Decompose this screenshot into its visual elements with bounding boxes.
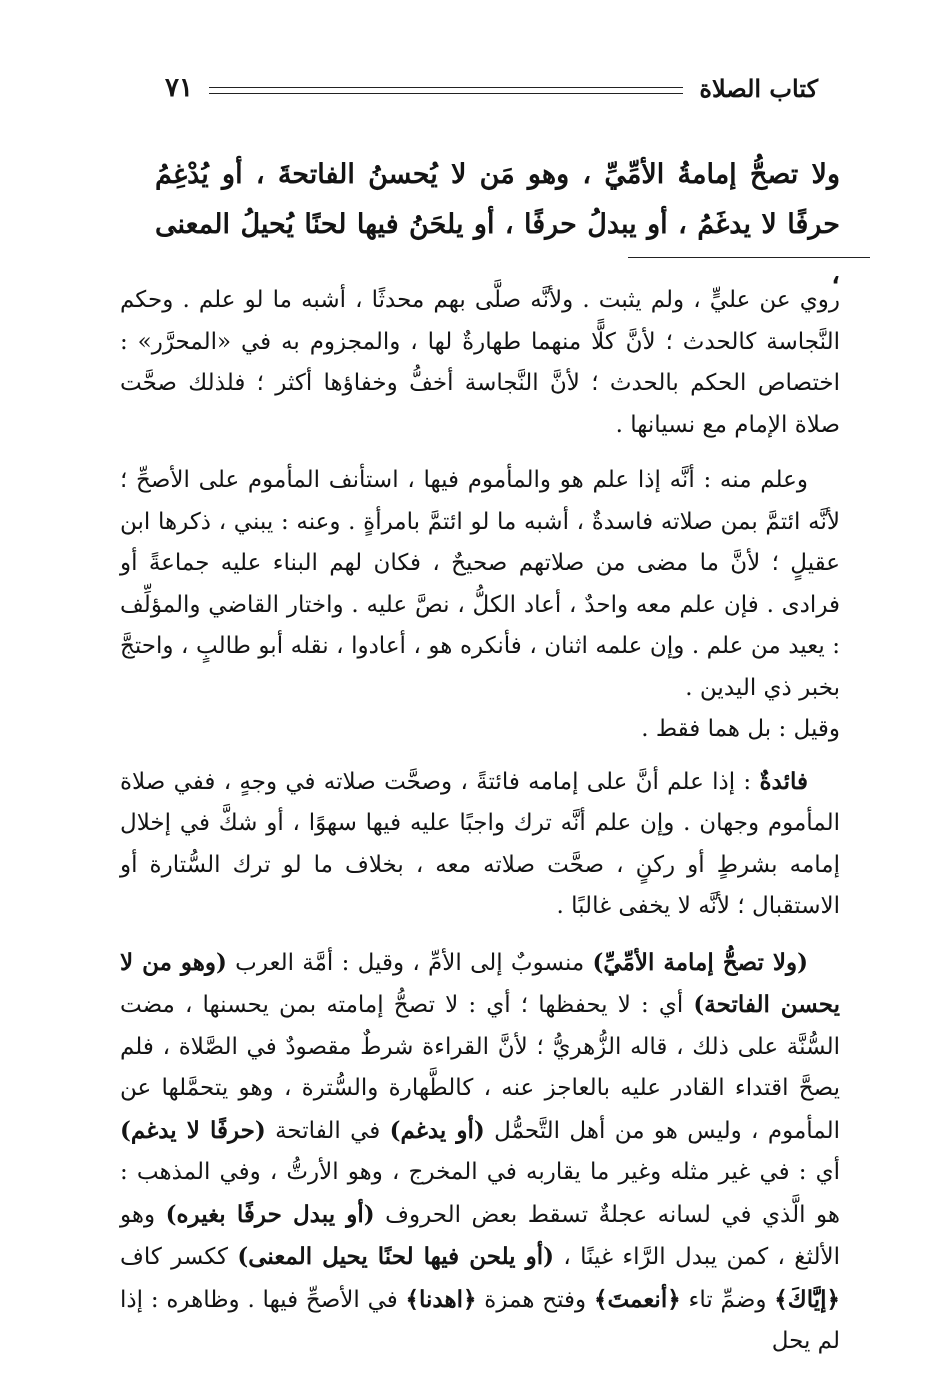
matn-quote-2: (وهو من لا يحسن الفاتحة): [120, 948, 840, 1018]
commentary-text-1: منسوبٌ إلى الأمِّ ، وقيل : أمَّة العرب: [226, 949, 593, 976]
commentary-text-5: وهو الألثغ ، كمن يبدل الرَّاء غينًا ،: [120, 1201, 840, 1270]
header-rule: [209, 87, 683, 94]
matn-quote-4: (حرفًا لا يدغم): [120, 1116, 266, 1144]
faida-text: : إذا علم أنَّ على إمامه فائتةً ، وصحَّت صلاته في وجهٍ ، ففي صلاة المأموم وجهان . وإن علم أنَّه ترك واجبًا عليه فيها سهوًا ، أو شكَّ في إخلال إمامه بشرطٍ أو ركنٍ ، صحَّت صلاته معه ، بخلاف ما لو ترك السُّتارة أو الاستقبال ؛ لأنَّه لا يخفى غالبًا .: [120, 768, 840, 919]
commentary: [120, 280, 840, 1377]
quran-word-anamta: ﴿أنعمتَ﴾: [593, 1285, 681, 1313]
commentary-text-6: ككسر كاف: [120, 1244, 238, 1270]
commentary-paragraph-3: [120, 761, 840, 928]
matn-separator-rule: [628, 257, 870, 258]
commentary-text-2: أي : لا يحفظها ؛ أي : لا تصحُّ إمامته بمن يحسنها ، مضت السُّنَّة على ذلك ، قاله الزُّهريُّ ؛ لأنَّ القراءة شرطٌ مقصودٌ في الصَّلاة ، فلم يصحَّ اقتداء القادر عليه بالعاجز عنه ، كالطَّهارة والسُّترة ، وهو يتحمَّلها عن المأموم ، وليس هو من أهل التَّحمُّل: [120, 992, 840, 1144]
faida-label: فائدةٌ: [759, 767, 808, 795]
paragraph-2-last-line: وقيل : بل هما فقط .: [641, 716, 840, 742]
quran-word-ihdina: ﴿اهدنا﴾: [405, 1285, 477, 1313]
page-header: [165, 68, 818, 108]
commentary-text-7: وضمِّ تاء: [680, 1286, 775, 1313]
matn-quote-5: (أو يبدل حرفًا بغيره): [165, 1200, 375, 1228]
paragraph-2-body: وعلم منه : أنَّه إذا علم هو والمأموم فيها ، استأنف المأموم على الأصحِّ ؛ لأنَّه ائتمَّ بمن صلاته فاسدةٌ ، أشبه ما لو ائتمَّ بامرأةٍ . وعنه : يبني ، ذكرها ابن عقيلٍ ؛ لأنَّ ما مضى من صلاتهم صحيحٌ ، فكان لهم البناء عليه جماعةً أو فرادى . فإن علم معه واحدٌ ، أعاد الكلُّ ، نصَّ عليه . واختار القاضي والمؤلِّف : يعيد من علم . وإن علمه اثنان ، فأنكره هو ، أعادوا ، نقله أبو طالبٍ ، واحتجَّ بخبر ذي اليدين .: [120, 467, 840, 701]
matn-quote-6: (أو يلحن فيها لحنًا يحيل المعنى): [237, 1243, 554, 1270]
matn-quote-1: (ولا تصحُّ إمامة الأمِّيِّ): [592, 948, 808, 976]
quran-word-iyyaka: ﴿إيَّاكَ﴾: [774, 1285, 840, 1313]
commentary-text-4: أي : في غير مثله وغير ما يقاربه في المخرج ، وهو الأرتُّ ، وفي المذهب : هو الَّذي في لسانه عجلةٌ تسقط بعض الحروف: [120, 1159, 840, 1228]
commentary-text-8: وفتح همزة: [476, 1286, 594, 1313]
running-title: كتاب الصلاة: [699, 73, 818, 103]
commentary-paragraph-1: روي عن عليٍّ ، ولم يثبت . ولأنَّه صلَّى بهم محدثًا ، أشبه ما لو علم . وحكم النَّجاسة كالحدث ؛ لأنَّ كلًّا منهما طهارةٌ لها ، والمجزوم به في «المحرَّر» : اختصاص الحكم بالحدث ؛ لأنَّ النَّجاسة أخفُّ وخفاؤها أكثر ؛ فلذلك صحَّت صلاة الإمام مع نسيانها .: [120, 287, 840, 438]
matn-quote-3: (أو يدغم): [389, 1116, 485, 1144]
commentary-paragraph-2: [120, 460, 840, 751]
commentary-text-9: في الأصحِّ فيها . وظاهره : إذا لم يحل: [120, 1286, 840, 1354]
commentary-paragraph-4: [120, 942, 840, 1363]
commentary-text-3: في الفاتحة: [265, 1117, 390, 1144]
matn-text: ولا تصحُّ إمامةُ الأمِّيِّ ، وهو مَن لا يُحسنُ الفاتحةَ ، أو يُدْغِمُ حرفًا لا يدغَمُ ، أو يبدلُ حرفًا ، أو يلحَنُ فيها لحنًا يُحيلُ المعنى ،: [155, 159, 840, 290]
page-number: ٧١: [165, 73, 193, 103]
